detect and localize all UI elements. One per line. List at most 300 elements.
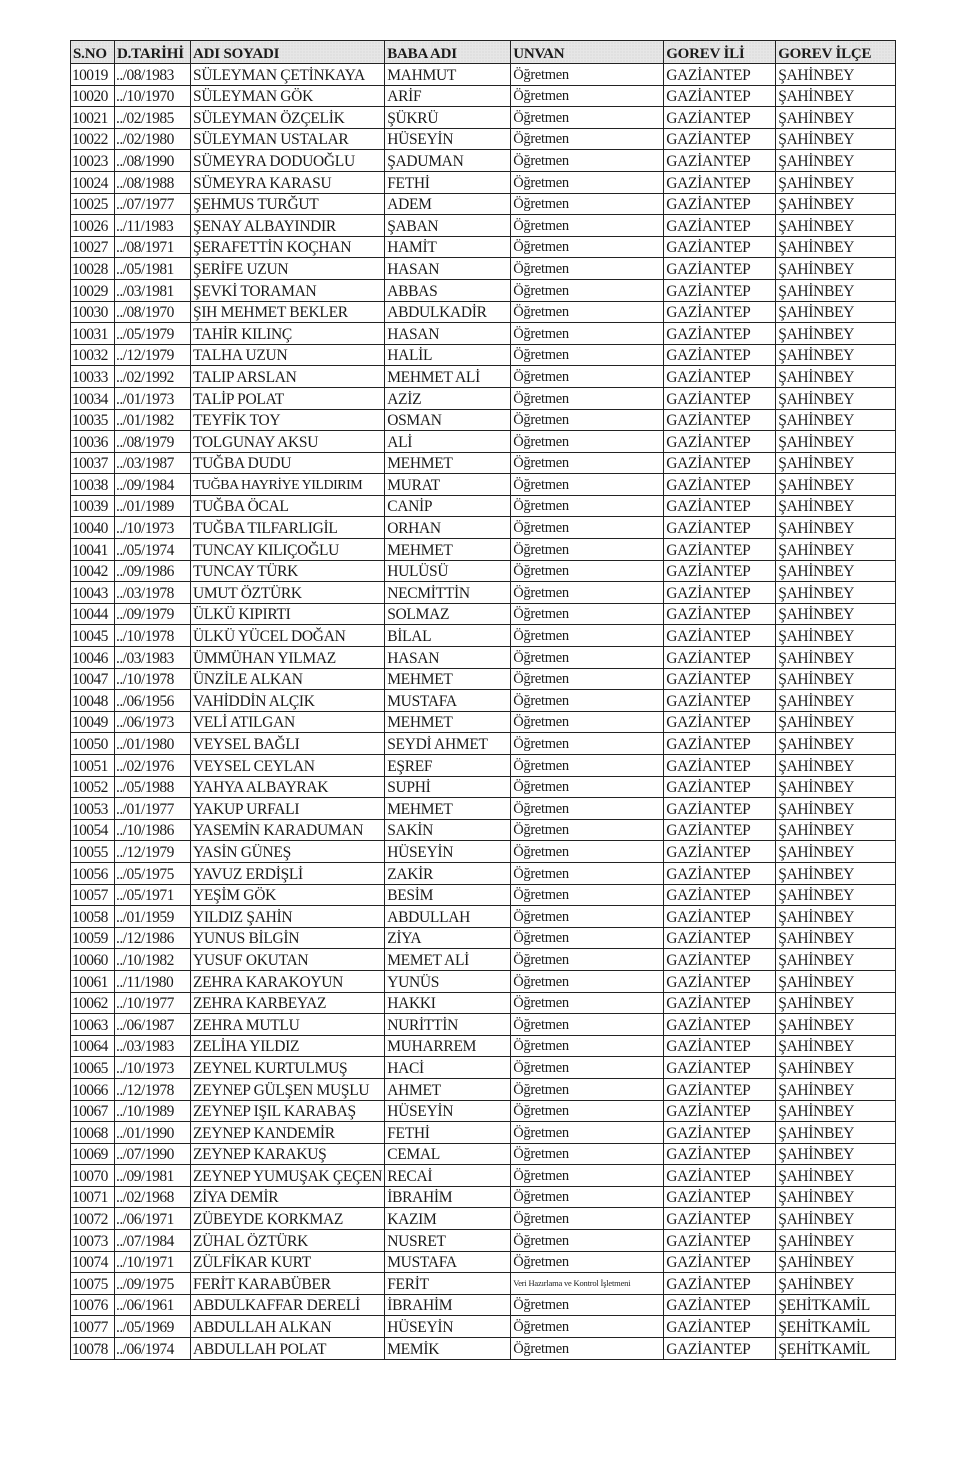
- cell-gorev-ili: GAZİANTEP: [664, 970, 776, 992]
- cell-dogum-tarihi: ../12/1986: [115, 927, 191, 949]
- cell-unvan: Öğretmen: [511, 1338, 664, 1360]
- cell-gorev-ilce: ŞAHİNBEY: [776, 1078, 896, 1100]
- cell-dogum-tarihi: ../05/1971: [115, 884, 191, 906]
- cell-sno: 10048: [71, 690, 115, 712]
- personnel-table: [70, 40, 896, 1360]
- cell-baba-adi: NECMİTTİN: [385, 582, 511, 604]
- cell-gorev-ilce: ŞAHİNBEY: [776, 862, 896, 884]
- table-row: [71, 1251, 896, 1273]
- cell-adi-soyadi: SÜMEYRA KARASU: [191, 171, 385, 193]
- cell-gorev-ili: GAZİANTEP: [664, 992, 776, 1014]
- cell-baba-adi: HASAN: [385, 647, 511, 669]
- cell-gorev-ilce: ŞAHİNBEY: [776, 970, 896, 992]
- cell-gorev-ili: GAZİANTEP: [664, 387, 776, 409]
- cell-baba-adi: FETHİ: [385, 1122, 511, 1144]
- cell-unvan: Öğretmen: [511, 711, 664, 733]
- cell-gorev-ilce: ŞAHİNBEY: [776, 1273, 896, 1295]
- cell-gorev-ilce: ŞAHİNBEY: [776, 517, 896, 539]
- cell-unvan: Öğretmen: [511, 1143, 664, 1165]
- cell-sno: 10077: [71, 1316, 115, 1338]
- cell-gorev-ilce: ŞAHİNBEY: [776, 711, 896, 733]
- cell-gorev-ilce: ŞAHİNBEY: [776, 323, 896, 345]
- cell-adi-soyadi: ZÜBEYDE KORKMAZ: [191, 1208, 385, 1230]
- cell-sno: 10076: [71, 1294, 115, 1316]
- cell-baba-adi: MEMET ALİ: [385, 949, 511, 971]
- cell-adi-soyadi: ZEYNEP IŞIL KARABAŞ: [191, 1100, 385, 1122]
- header-gorev-ilce: GOREV İLÇE: [776, 41, 896, 64]
- cell-dogum-tarihi: ../08/1988: [115, 171, 191, 193]
- cell-gorev-ilce: ŞAHİNBEY: [776, 798, 896, 820]
- cell-baba-adi: MURAT: [385, 474, 511, 496]
- cell-gorev-ilce: ŞAHİNBEY: [776, 387, 896, 409]
- cell-adi-soyadi: TUNCAY TÜRK: [191, 560, 385, 582]
- cell-gorev-ilce: ŞAHİNBEY: [776, 495, 896, 517]
- cell-baba-adi: İBRAHİM: [385, 1186, 511, 1208]
- cell-baba-adi: HULÜSÜ: [385, 560, 511, 582]
- cell-gorev-ili: GAZİANTEP: [664, 647, 776, 669]
- cell-unvan: Öğretmen: [511, 884, 664, 906]
- cell-baba-adi: BESİM: [385, 884, 511, 906]
- cell-adi-soyadi: TUĞBA HAYRİYE YILDIRIM: [191, 474, 385, 496]
- cell-dogum-tarihi: ../02/1976: [115, 755, 191, 777]
- cell-baba-adi: HACİ: [385, 1057, 511, 1079]
- cell-gorev-ili: GAZİANTEP: [664, 1078, 776, 1100]
- cell-unvan: Öğretmen: [511, 1057, 664, 1079]
- cell-gorev-ili: GAZİANTEP: [664, 690, 776, 712]
- cell-gorev-ili: GAZİANTEP: [664, 1100, 776, 1122]
- cell-gorev-ilce: ŞAHİNBEY: [776, 258, 896, 280]
- cell-gorev-ilce: ŞAHİNBEY: [776, 474, 896, 496]
- cell-unvan: Öğretmen: [511, 366, 664, 388]
- cell-sno: 10038: [71, 474, 115, 496]
- cell-baba-adi: RECAİ: [385, 1165, 511, 1187]
- cell-gorev-ilce: ŞAHİNBEY: [776, 1014, 896, 1036]
- cell-unvan: Öğretmen: [511, 409, 664, 431]
- cell-sno: 10056: [71, 862, 115, 884]
- table-row: [71, 819, 896, 841]
- cell-gorev-ili: GAZİANTEP: [664, 1143, 776, 1165]
- cell-baba-adi: HÜSEYİN: [385, 1100, 511, 1122]
- cell-dogum-tarihi: ../09/1975: [115, 1273, 191, 1295]
- cell-adi-soyadi: ÜLKÜ KIPIRTI: [191, 603, 385, 625]
- cell-gorev-ilce: ŞAHİNBEY: [776, 301, 896, 323]
- cell-dogum-tarihi: ../01/1982: [115, 409, 191, 431]
- cell-unvan: Öğretmen: [511, 733, 664, 755]
- cell-sno: 10019: [71, 64, 115, 86]
- table-row: [71, 323, 896, 345]
- cell-dogum-tarihi: ../08/1979: [115, 431, 191, 453]
- cell-dogum-tarihi: ../01/1980: [115, 733, 191, 755]
- cell-baba-adi: MEHMET: [385, 798, 511, 820]
- cell-sno: 10073: [71, 1230, 115, 1252]
- cell-dogum-tarihi: ../02/1985: [115, 107, 191, 129]
- table-row: [71, 927, 896, 949]
- cell-dogum-tarihi: ../10/1982: [115, 949, 191, 971]
- table-row: [71, 1294, 896, 1316]
- table-row: [71, 1165, 896, 1187]
- cell-adi-soyadi: ŞIH MEHMET BEKLER: [191, 301, 385, 323]
- cell-unvan: Öğretmen: [511, 1316, 664, 1338]
- table-row: [71, 1014, 896, 1036]
- cell-dogum-tarihi: ../09/1984: [115, 474, 191, 496]
- cell-adi-soyadi: ŞEHMUS TURĞUT: [191, 193, 385, 215]
- cell-adi-soyadi: TOLGUNAY AKSU: [191, 431, 385, 453]
- table-row: [71, 906, 896, 928]
- cell-dogum-tarihi: ../10/1977: [115, 992, 191, 1014]
- cell-adi-soyadi: TUNCAY KILIÇOĞLU: [191, 539, 385, 561]
- cell-unvan: Öğretmen: [511, 431, 664, 453]
- cell-unvan: Öğretmen: [511, 560, 664, 582]
- cell-sno: 10026: [71, 215, 115, 237]
- cell-dogum-tarihi: ../05/1979: [115, 323, 191, 345]
- table-row: [71, 171, 896, 193]
- cell-baba-adi: ZİYA: [385, 927, 511, 949]
- cell-baba-adi: YUNÜS: [385, 970, 511, 992]
- cell-gorev-ili: GAZİANTEP: [664, 215, 776, 237]
- cell-sno: 10047: [71, 668, 115, 690]
- cell-unvan: Öğretmen: [511, 603, 664, 625]
- cell-baba-adi: HAMİT: [385, 236, 511, 258]
- cell-gorev-ilce: ŞAHİNBEY: [776, 668, 896, 690]
- cell-dogum-tarihi: ../08/1983: [115, 64, 191, 86]
- cell-adi-soyadi: TEYFİK TOY: [191, 409, 385, 431]
- cell-unvan: Öğretmen: [511, 495, 664, 517]
- cell-sno: 10060: [71, 949, 115, 971]
- cell-dogum-tarihi: ../12/1978: [115, 1078, 191, 1100]
- cell-adi-soyadi: TAHİR KILINÇ: [191, 323, 385, 345]
- cell-baba-adi: HASAN: [385, 258, 511, 280]
- cell-gorev-ili: GAZİANTEP: [664, 85, 776, 107]
- cell-sno: 10049: [71, 711, 115, 733]
- cell-gorev-ili: GAZİANTEP: [664, 819, 776, 841]
- table-row: [71, 128, 896, 150]
- cell-gorev-ilce: ŞAHİNBEY: [776, 431, 896, 453]
- cell-adi-soyadi: SÜLEYMAN ÇETİNKAYA: [191, 64, 385, 86]
- cell-unvan: Öğretmen: [511, 107, 664, 129]
- table-row: [71, 711, 896, 733]
- cell-adi-soyadi: ZİYA DEMİR: [191, 1186, 385, 1208]
- table-row: [71, 625, 896, 647]
- cell-sno: 10036: [71, 431, 115, 453]
- cell-gorev-ilce: ŞAHİNBEY: [776, 992, 896, 1014]
- cell-sno: 10032: [71, 344, 115, 366]
- table-row: [71, 1316, 896, 1338]
- cell-baba-adi: ŞABAN: [385, 215, 511, 237]
- cell-unvan: Öğretmen: [511, 970, 664, 992]
- cell-sno: 10020: [71, 85, 115, 107]
- cell-baba-adi: SUPHİ: [385, 776, 511, 798]
- cell-sno: 10078: [71, 1338, 115, 1360]
- cell-sno: 10024: [71, 171, 115, 193]
- cell-gorev-ilce: ŞAHİNBEY: [776, 150, 896, 172]
- cell-gorev-ili: GAZİANTEP: [664, 517, 776, 539]
- cell-adi-soyadi: ÜNZİLE ALKAN: [191, 668, 385, 690]
- cell-baba-adi: ORHAN: [385, 517, 511, 539]
- cell-adi-soyadi: ŞERİFE UZUN: [191, 258, 385, 280]
- cell-baba-adi: SOLMAZ: [385, 603, 511, 625]
- cell-baba-adi: OSMAN: [385, 409, 511, 431]
- cell-gorev-ilce: ŞAHİNBEY: [776, 1251, 896, 1273]
- cell-gorev-ili: GAZİANTEP: [664, 1251, 776, 1273]
- table-row: [71, 409, 896, 431]
- cell-dogum-tarihi: ../08/1990: [115, 150, 191, 172]
- cell-gorev-ilce: ŞEHİTKAMİL: [776, 1316, 896, 1338]
- cell-dogum-tarihi: ../09/1981: [115, 1165, 191, 1187]
- table-row: [71, 1273, 896, 1295]
- table-row: [71, 452, 896, 474]
- cell-dogum-tarihi: ../12/1979: [115, 841, 191, 863]
- table-row: [71, 949, 896, 971]
- cell-gorev-ili: GAZİANTEP: [664, 64, 776, 86]
- cell-baba-adi: CEMAL: [385, 1143, 511, 1165]
- cell-adi-soyadi: ŞENAY ALBAYINDIR: [191, 215, 385, 237]
- cell-gorev-ilce: ŞAHİNBEY: [776, 452, 896, 474]
- cell-adi-soyadi: TUĞBA DUDU: [191, 452, 385, 474]
- cell-dogum-tarihi: ../11/1983: [115, 215, 191, 237]
- table-row: [71, 1100, 896, 1122]
- cell-sno: 10030: [71, 301, 115, 323]
- cell-sno: 10031: [71, 323, 115, 345]
- cell-dogum-tarihi: ../06/1956: [115, 690, 191, 712]
- cell-baba-adi: MEHMET: [385, 711, 511, 733]
- cell-baba-adi: FERİT: [385, 1273, 511, 1295]
- cell-dogum-tarihi: ../10/1970: [115, 85, 191, 107]
- cell-adi-soyadi: YAVUZ ERDİŞLİ: [191, 862, 385, 884]
- cell-baba-adi: AZİZ: [385, 387, 511, 409]
- header-dogum-tarihi: D.TARİHİ: [115, 41, 191, 64]
- cell-dogum-tarihi: ../02/1968: [115, 1186, 191, 1208]
- cell-gorev-ilce: ŞEHİTKAMİL: [776, 1294, 896, 1316]
- cell-adi-soyadi: YUSUF OKUTAN: [191, 949, 385, 971]
- cell-gorev-ilce: ŞAHİNBEY: [776, 841, 896, 863]
- cell-unvan: Öğretmen: [511, 301, 664, 323]
- cell-gorev-ili: GAZİANTEP: [664, 668, 776, 690]
- table-row: [71, 193, 896, 215]
- table-row: [71, 1143, 896, 1165]
- cell-dogum-tarihi: ../10/1973: [115, 1057, 191, 1079]
- cell-adi-soyadi: YASİN GÜNEŞ: [191, 841, 385, 863]
- cell-gorev-ili: GAZİANTEP: [664, 755, 776, 777]
- cell-gorev-ili: GAZİANTEP: [664, 1122, 776, 1144]
- cell-unvan: Öğretmen: [511, 949, 664, 971]
- cell-unvan: Öğretmen: [511, 862, 664, 884]
- cell-gorev-ilce: ŞAHİNBEY: [776, 603, 896, 625]
- cell-baba-adi: MEMİK: [385, 1338, 511, 1360]
- cell-gorev-ili: GAZİANTEP: [664, 711, 776, 733]
- cell-dogum-tarihi: ../10/1978: [115, 668, 191, 690]
- cell-gorev-ili: GAZİANTEP: [664, 560, 776, 582]
- cell-gorev-ili: GAZİANTEP: [664, 1273, 776, 1295]
- cell-adi-soyadi: ZELİHA YILDIZ: [191, 1035, 385, 1057]
- table-row: [71, 258, 896, 280]
- cell-sno: 10045: [71, 625, 115, 647]
- cell-dogum-tarihi: ../06/1987: [115, 1014, 191, 1036]
- table-row: [71, 884, 896, 906]
- cell-gorev-ili: GAZİANTEP: [664, 171, 776, 193]
- cell-baba-adi: MUHARREM: [385, 1035, 511, 1057]
- cell-dogum-tarihi: ../05/1981: [115, 258, 191, 280]
- table-row: [71, 992, 896, 1014]
- cell-unvan: Öğretmen: [511, 1208, 664, 1230]
- cell-gorev-ilce: ŞAHİNBEY: [776, 1143, 896, 1165]
- cell-dogum-tarihi: ../08/1970: [115, 301, 191, 323]
- cell-sno: 10062: [71, 992, 115, 1014]
- cell-sno: 10054: [71, 819, 115, 841]
- cell-baba-adi: HÜSEYİN: [385, 128, 511, 150]
- cell-adi-soyadi: SÜLEYMAN GÖK: [191, 85, 385, 107]
- cell-adi-soyadi: ZEYNEP YUMUŞAK ÇEÇEN: [191, 1165, 385, 1187]
- header-sno: S.NO: [71, 41, 115, 64]
- cell-baba-adi: BİLAL: [385, 625, 511, 647]
- cell-sno: 10025: [71, 193, 115, 215]
- cell-dogum-tarihi: ../08/1971: [115, 236, 191, 258]
- cell-baba-adi: HÜSEYİN: [385, 841, 511, 863]
- cell-baba-adi: ABDULLAH: [385, 906, 511, 928]
- cell-unvan: Öğretmen: [511, 647, 664, 669]
- cell-dogum-tarihi: ../10/1986: [115, 819, 191, 841]
- cell-sno: 10063: [71, 1014, 115, 1036]
- cell-unvan: Öğretmen: [511, 150, 664, 172]
- cell-dogum-tarihi: ../07/1977: [115, 193, 191, 215]
- table-row: [71, 970, 896, 992]
- cell-sno: 10053: [71, 798, 115, 820]
- table-row: [71, 733, 896, 755]
- table-row: [71, 668, 896, 690]
- cell-dogum-tarihi: ../03/1981: [115, 279, 191, 301]
- cell-gorev-ilce: ŞAHİNBEY: [776, 409, 896, 431]
- table-row: [71, 582, 896, 604]
- table-row: [71, 301, 896, 323]
- cell-unvan: Öğretmen: [511, 927, 664, 949]
- table-row: [71, 798, 896, 820]
- table-row: [71, 431, 896, 453]
- cell-baba-adi: ŞADUMAN: [385, 150, 511, 172]
- cell-adi-soyadi: VELİ ATILGAN: [191, 711, 385, 733]
- cell-dogum-tarihi: ../01/1990: [115, 1122, 191, 1144]
- cell-adi-soyadi: ZEYNEP KARAKUŞ: [191, 1143, 385, 1165]
- cell-gorev-ilce: ŞAHİNBEY: [776, 85, 896, 107]
- cell-adi-soyadi: ZEHRA KARBEYAZ: [191, 992, 385, 1014]
- cell-gorev-ili: GAZİANTEP: [664, 107, 776, 129]
- cell-unvan: Öğretmen: [511, 1186, 664, 1208]
- cell-sno: 10052: [71, 776, 115, 798]
- cell-adi-soyadi: TALİP POLAT: [191, 387, 385, 409]
- cell-gorev-ili: GAZİANTEP: [664, 884, 776, 906]
- cell-unvan: Öğretmen: [511, 1294, 664, 1316]
- cell-gorev-ili: GAZİANTEP: [664, 474, 776, 496]
- cell-adi-soyadi: SÜMEYRA DODUOĞLU: [191, 150, 385, 172]
- cell-gorev-ili: GAZİANTEP: [664, 301, 776, 323]
- cell-unvan: Öğretmen: [511, 387, 664, 409]
- cell-dogum-tarihi: ../05/1969: [115, 1316, 191, 1338]
- cell-gorev-ili: GAZİANTEP: [664, 733, 776, 755]
- cell-gorev-ili: GAZİANTEP: [664, 236, 776, 258]
- cell-baba-adi: EŞREF: [385, 755, 511, 777]
- table-row: [71, 150, 896, 172]
- cell-baba-adi: MUSTAFA: [385, 690, 511, 712]
- table-row: [71, 85, 896, 107]
- header-unvan: UNVAN: [511, 41, 664, 64]
- cell-sno: 10064: [71, 1035, 115, 1057]
- table-row: [71, 841, 896, 863]
- cell-adi-soyadi: TALHA UZUN: [191, 344, 385, 366]
- cell-dogum-tarihi: ../09/1979: [115, 603, 191, 625]
- header-adi-soyadi: ADI SOYADI: [191, 41, 385, 64]
- cell-adi-soyadi: YAKUP URFALI: [191, 798, 385, 820]
- cell-sno: 10074: [71, 1251, 115, 1273]
- table-row: [71, 1338, 896, 1360]
- table-row: [71, 107, 896, 129]
- cell-dogum-tarihi: ../10/1971: [115, 1251, 191, 1273]
- cell-sno: 10057: [71, 884, 115, 906]
- cell-dogum-tarihi: ../03/1983: [115, 647, 191, 669]
- cell-adi-soyadi: ABDULKAFFAR DERELİ: [191, 1294, 385, 1316]
- cell-gorev-ilce: ŞEHİTKAMİL: [776, 1338, 896, 1360]
- cell-baba-adi: ALİ: [385, 431, 511, 453]
- cell-gorev-ili: GAZİANTEP: [664, 344, 776, 366]
- cell-baba-adi: CANİP: [385, 495, 511, 517]
- cell-adi-soyadi: YUNUS BİLGİN: [191, 927, 385, 949]
- cell-baba-adi: HAKKI: [385, 992, 511, 1014]
- cell-gorev-ilce: ŞAHİNBEY: [776, 884, 896, 906]
- cell-sno: 10055: [71, 841, 115, 863]
- table-row: [71, 755, 896, 777]
- cell-gorev-ili: GAZİANTEP: [664, 539, 776, 561]
- cell-adi-soyadi: ZEHRA KARAKOYUN: [191, 970, 385, 992]
- cell-sno: 10050: [71, 733, 115, 755]
- cell-sno: 10061: [71, 970, 115, 992]
- table-row: [71, 344, 896, 366]
- cell-sno: 10029: [71, 279, 115, 301]
- cell-baba-adi: İBRAHİM: [385, 1294, 511, 1316]
- cell-gorev-ili: GAZİANTEP: [664, 906, 776, 928]
- cell-sno: 10022: [71, 128, 115, 150]
- table-row: [71, 517, 896, 539]
- cell-sno: 10066: [71, 1078, 115, 1100]
- cell-gorev-ili: GAZİANTEP: [664, 279, 776, 301]
- cell-sno: 10059: [71, 927, 115, 949]
- cell-unvan: Öğretmen: [511, 236, 664, 258]
- cell-dogum-tarihi: ../01/1959: [115, 906, 191, 928]
- cell-unvan: Öğretmen: [511, 582, 664, 604]
- table-row: [71, 1122, 896, 1144]
- cell-adi-soyadi: YASEMİN KARADUMAN: [191, 819, 385, 841]
- table-body: [71, 64, 896, 1360]
- cell-adi-soyadi: YILDIZ ŞAHİN: [191, 906, 385, 928]
- cell-gorev-ilce: ŞAHİNBEY: [776, 366, 896, 388]
- cell-adi-soyadi: SÜLEYMAN USTALAR: [191, 128, 385, 150]
- cell-gorev-ili: GAZİANTEP: [664, 323, 776, 345]
- cell-gorev-ilce: ŞAHİNBEY: [776, 193, 896, 215]
- cell-baba-adi: NURİTTİN: [385, 1014, 511, 1036]
- cell-unvan: Öğretmen: [511, 517, 664, 539]
- cell-gorev-ili: GAZİANTEP: [664, 1208, 776, 1230]
- cell-adi-soyadi: ÜLKÜ YÜCEL DOĞAN: [191, 625, 385, 647]
- cell-sno: 10070: [71, 1165, 115, 1187]
- cell-adi-soyadi: ZÜLFİKAR KURT: [191, 1251, 385, 1273]
- cell-adi-soyadi: ZEYNEL KURTULMUŞ: [191, 1057, 385, 1079]
- table-row: [71, 387, 896, 409]
- cell-dogum-tarihi: ../01/1989: [115, 495, 191, 517]
- table-row: [71, 1057, 896, 1079]
- cell-gorev-ilce: ŞAHİNBEY: [776, 647, 896, 669]
- cell-unvan: Öğretmen: [511, 1014, 664, 1036]
- cell-dogum-tarihi: ../06/1961: [115, 1294, 191, 1316]
- cell-gorev-ili: GAZİANTEP: [664, 1165, 776, 1187]
- cell-gorev-ili: GAZİANTEP: [664, 193, 776, 215]
- table-row: [71, 215, 896, 237]
- cell-baba-adi: MAHMUT: [385, 64, 511, 86]
